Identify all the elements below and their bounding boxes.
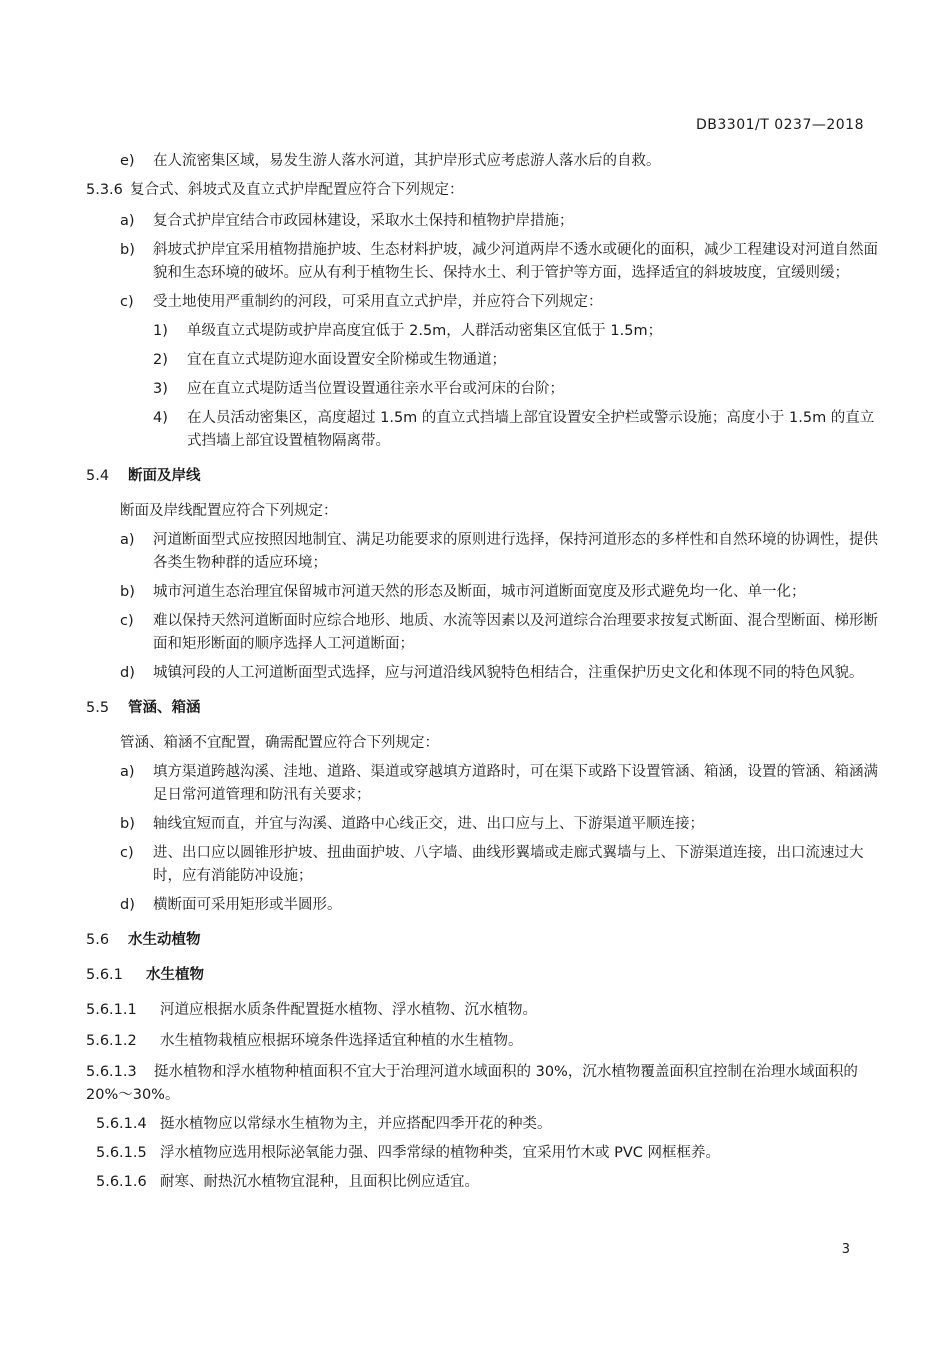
list-marker: a) xyxy=(120,213,135,229)
clause-text: 挺水植物和浮水植物种植面积不宜大于治理河道水域面积的 30%，沉水植物覆盖面积宜控制在治理水域面积的 20%～30%。 xyxy=(86,1064,858,1103)
list-text: 城市河道生态治理宜保留城市河道天然的形态及断面，城市河道断面宽度及形式避免均一化、单一化； xyxy=(153,584,806,600)
sub-list-marker: 4) xyxy=(153,410,168,426)
sub-list-item xyxy=(86,349,878,372)
section-number: 5.6 xyxy=(86,932,110,948)
list-item xyxy=(86,662,878,685)
list-text: 复合式护岸宜结合市政园林建设，采取水土保持和植物护岸措施； xyxy=(153,213,574,229)
list-marker: c) xyxy=(120,294,134,310)
subsection-title: 水生植物 xyxy=(146,967,204,983)
list-marker: c) xyxy=(120,845,134,861)
list-marker: c) xyxy=(120,613,134,629)
list-marker: d) xyxy=(120,665,135,681)
list-marker: b) xyxy=(120,816,135,832)
list-item xyxy=(86,291,878,314)
clause-paragraph xyxy=(86,1142,878,1165)
list-item xyxy=(86,610,878,656)
list-marker: b) xyxy=(120,584,135,600)
list-item xyxy=(86,529,878,575)
list-item xyxy=(86,210,878,233)
subsection-heading xyxy=(86,964,878,987)
clause-number: 5.6.1.6 xyxy=(96,1174,147,1190)
clause-number: 5.6.1.1 xyxy=(86,1002,137,1018)
list-marker: e) xyxy=(120,153,135,169)
sub-list-text: 单级直立式堤防或护岸高度宜低于 2.5m，人群活动密集区宜低于 1.5m； xyxy=(187,323,663,339)
clause-text: 河道应根据水质条件配置挺水植物、浮水植物、沉水植物。 xyxy=(160,1002,537,1018)
clause-number: 5.3.6 xyxy=(86,182,123,198)
list-text: 河道断面型式应按照因地制宜、满足功能要求的原则进行选择，保持河道形态的多样性和自然环境的协调性，提供各类生物种群的适应环境； xyxy=(153,532,878,571)
page-number: 3 xyxy=(841,1242,850,1257)
clause-number: 5.6.1.5 xyxy=(96,1145,147,1161)
sub-list-text: 宜在直立式堤防迎水面设置安全阶梯或生物通道； xyxy=(187,352,506,368)
clause-heading xyxy=(86,179,878,202)
list-text: 难以保持天然河道断面时应综合地形、地质、水流等因素以及河道综合治理要求按复式断面、混合型断面、梯形断面和矩形断面的顺序选择人工河道断面； xyxy=(153,613,878,652)
list-text: 城镇河段的人工河道断面型式选择，应与河道沿线风貌特色相结合，注重保护历史文化和体现不同的特色风貌。 xyxy=(153,665,864,681)
list-item xyxy=(86,894,878,917)
doc-code-header: DB3301/T 0237—2018 xyxy=(696,117,864,133)
sub-list-marker: 3) xyxy=(153,381,168,397)
list-marker: a) xyxy=(120,764,135,780)
clause-title: 复合式、斜坡式及直立式护岸配置应符合下列规定： xyxy=(130,182,464,198)
list-item xyxy=(86,813,878,836)
section-intro: 管涵、箱涵不宜配置，确需配置应符合下列规定： xyxy=(120,735,439,751)
list-text: 轴线宜短而直，并宜与沟溪、道路中心线正交，进、出口应与上、下游渠道平顺连接； xyxy=(153,816,704,832)
sub-list-text: 应在直立式堤防适当位置设置通往亲水平台或河床的台阶； xyxy=(187,381,564,397)
list-text: 在人流密集区域，易发生游人落水河道，其护岸形式应考虑游人落水后的自救。 xyxy=(153,153,661,169)
section-heading xyxy=(86,929,878,952)
sub-list-item xyxy=(86,320,878,343)
section-heading xyxy=(86,465,878,488)
section-title: 断面及岸线 xyxy=(128,468,201,484)
list-marker: a) xyxy=(120,532,135,548)
clause-paragraph xyxy=(86,1113,878,1136)
clause-text: 浮水植物应选用根际泌氧能力强、四季常绿的植物种类，宜采用竹木或 PVC 网框框养。 xyxy=(160,1145,721,1161)
list-marker: d) xyxy=(120,897,135,913)
clause-paragraph xyxy=(86,1030,878,1053)
subsection-number: 5.6.1 xyxy=(86,967,123,983)
section-number: 5.4 xyxy=(86,468,110,484)
sub-list-item xyxy=(86,378,878,401)
clause-text: 挺水植物应以常绿水生植物为主，并应搭配四季开花的种类。 xyxy=(160,1116,552,1132)
section-title: 管涵、箱涵 xyxy=(128,700,201,716)
clause-paragraph xyxy=(86,1171,878,1194)
section-title: 水生动植物 xyxy=(128,932,201,948)
sub-list-marker: 2) xyxy=(153,352,168,368)
list-item xyxy=(86,761,878,807)
list-text: 受土地使用严重制约的河段，可采用直立式护岸，并应符合下列规定： xyxy=(153,294,603,310)
section-number: 5.5 xyxy=(86,700,110,716)
section-intro: 断面及岸线配置应符合下列规定： xyxy=(120,503,338,519)
clause-number: 5.6.1.2 xyxy=(86,1033,137,1049)
list-text: 填方渠道跨越沟溪、洼地、道路、渠道或穿越填方道路时，可在渠下或路下设置管涵、箱涵，设置的管涵、箱涵满足日常河道管理和防汛有关要求； xyxy=(153,764,878,803)
list-item xyxy=(86,842,878,888)
clause-text: 耐寒、耐热沉水植物宜混种，且面积比例应适宜。 xyxy=(160,1174,479,1190)
list-text: 进、出口应以圆锥形护坡、扭曲面护坡、八字墙、曲线形翼墙或走廊式翼墙与上、下游渠道连接，出口流速过大时，应有消能防冲设施； xyxy=(153,845,864,884)
list-item xyxy=(86,239,878,285)
clause-number: 5.6.1.3 xyxy=(86,1064,137,1080)
clause-paragraph xyxy=(86,1061,878,1107)
list-item xyxy=(86,581,878,604)
list-marker: b) xyxy=(120,242,135,258)
sub-list-marker: 1) xyxy=(153,323,168,339)
clause-paragraph xyxy=(86,999,878,1022)
list-text: 横断面可采用矩形或半圆形。 xyxy=(153,897,342,913)
clause-text: 水生植物栽植应根据环境条件选择适宜种植的水生植物。 xyxy=(160,1033,523,1049)
page-content xyxy=(86,150,878,1200)
list-text: 斜坡式护岸宜采用植物措施护坡、生态材料护坡，减少河道两岸不透水或硬化的面积，减少工程建设对河道自然面貌和生态环境的破坏。应从有利于植物生长、保持水土、利于管护等方面，选择适宜的斜坡坡度，宜缓则缓； xyxy=(153,242,878,281)
clause-number: 5.6.1.4 xyxy=(96,1116,147,1132)
list-item xyxy=(86,150,878,173)
section-heading xyxy=(86,697,878,720)
sub-list-text: 在人员活动密集区，高度超过 1.5m 的直立式挡墙上部宜设置安全护栏或警示设施；高度小于 1.5m 的直立式挡墙上部宜设置植物隔离带。 xyxy=(187,410,875,449)
sub-list-item xyxy=(86,407,878,453)
